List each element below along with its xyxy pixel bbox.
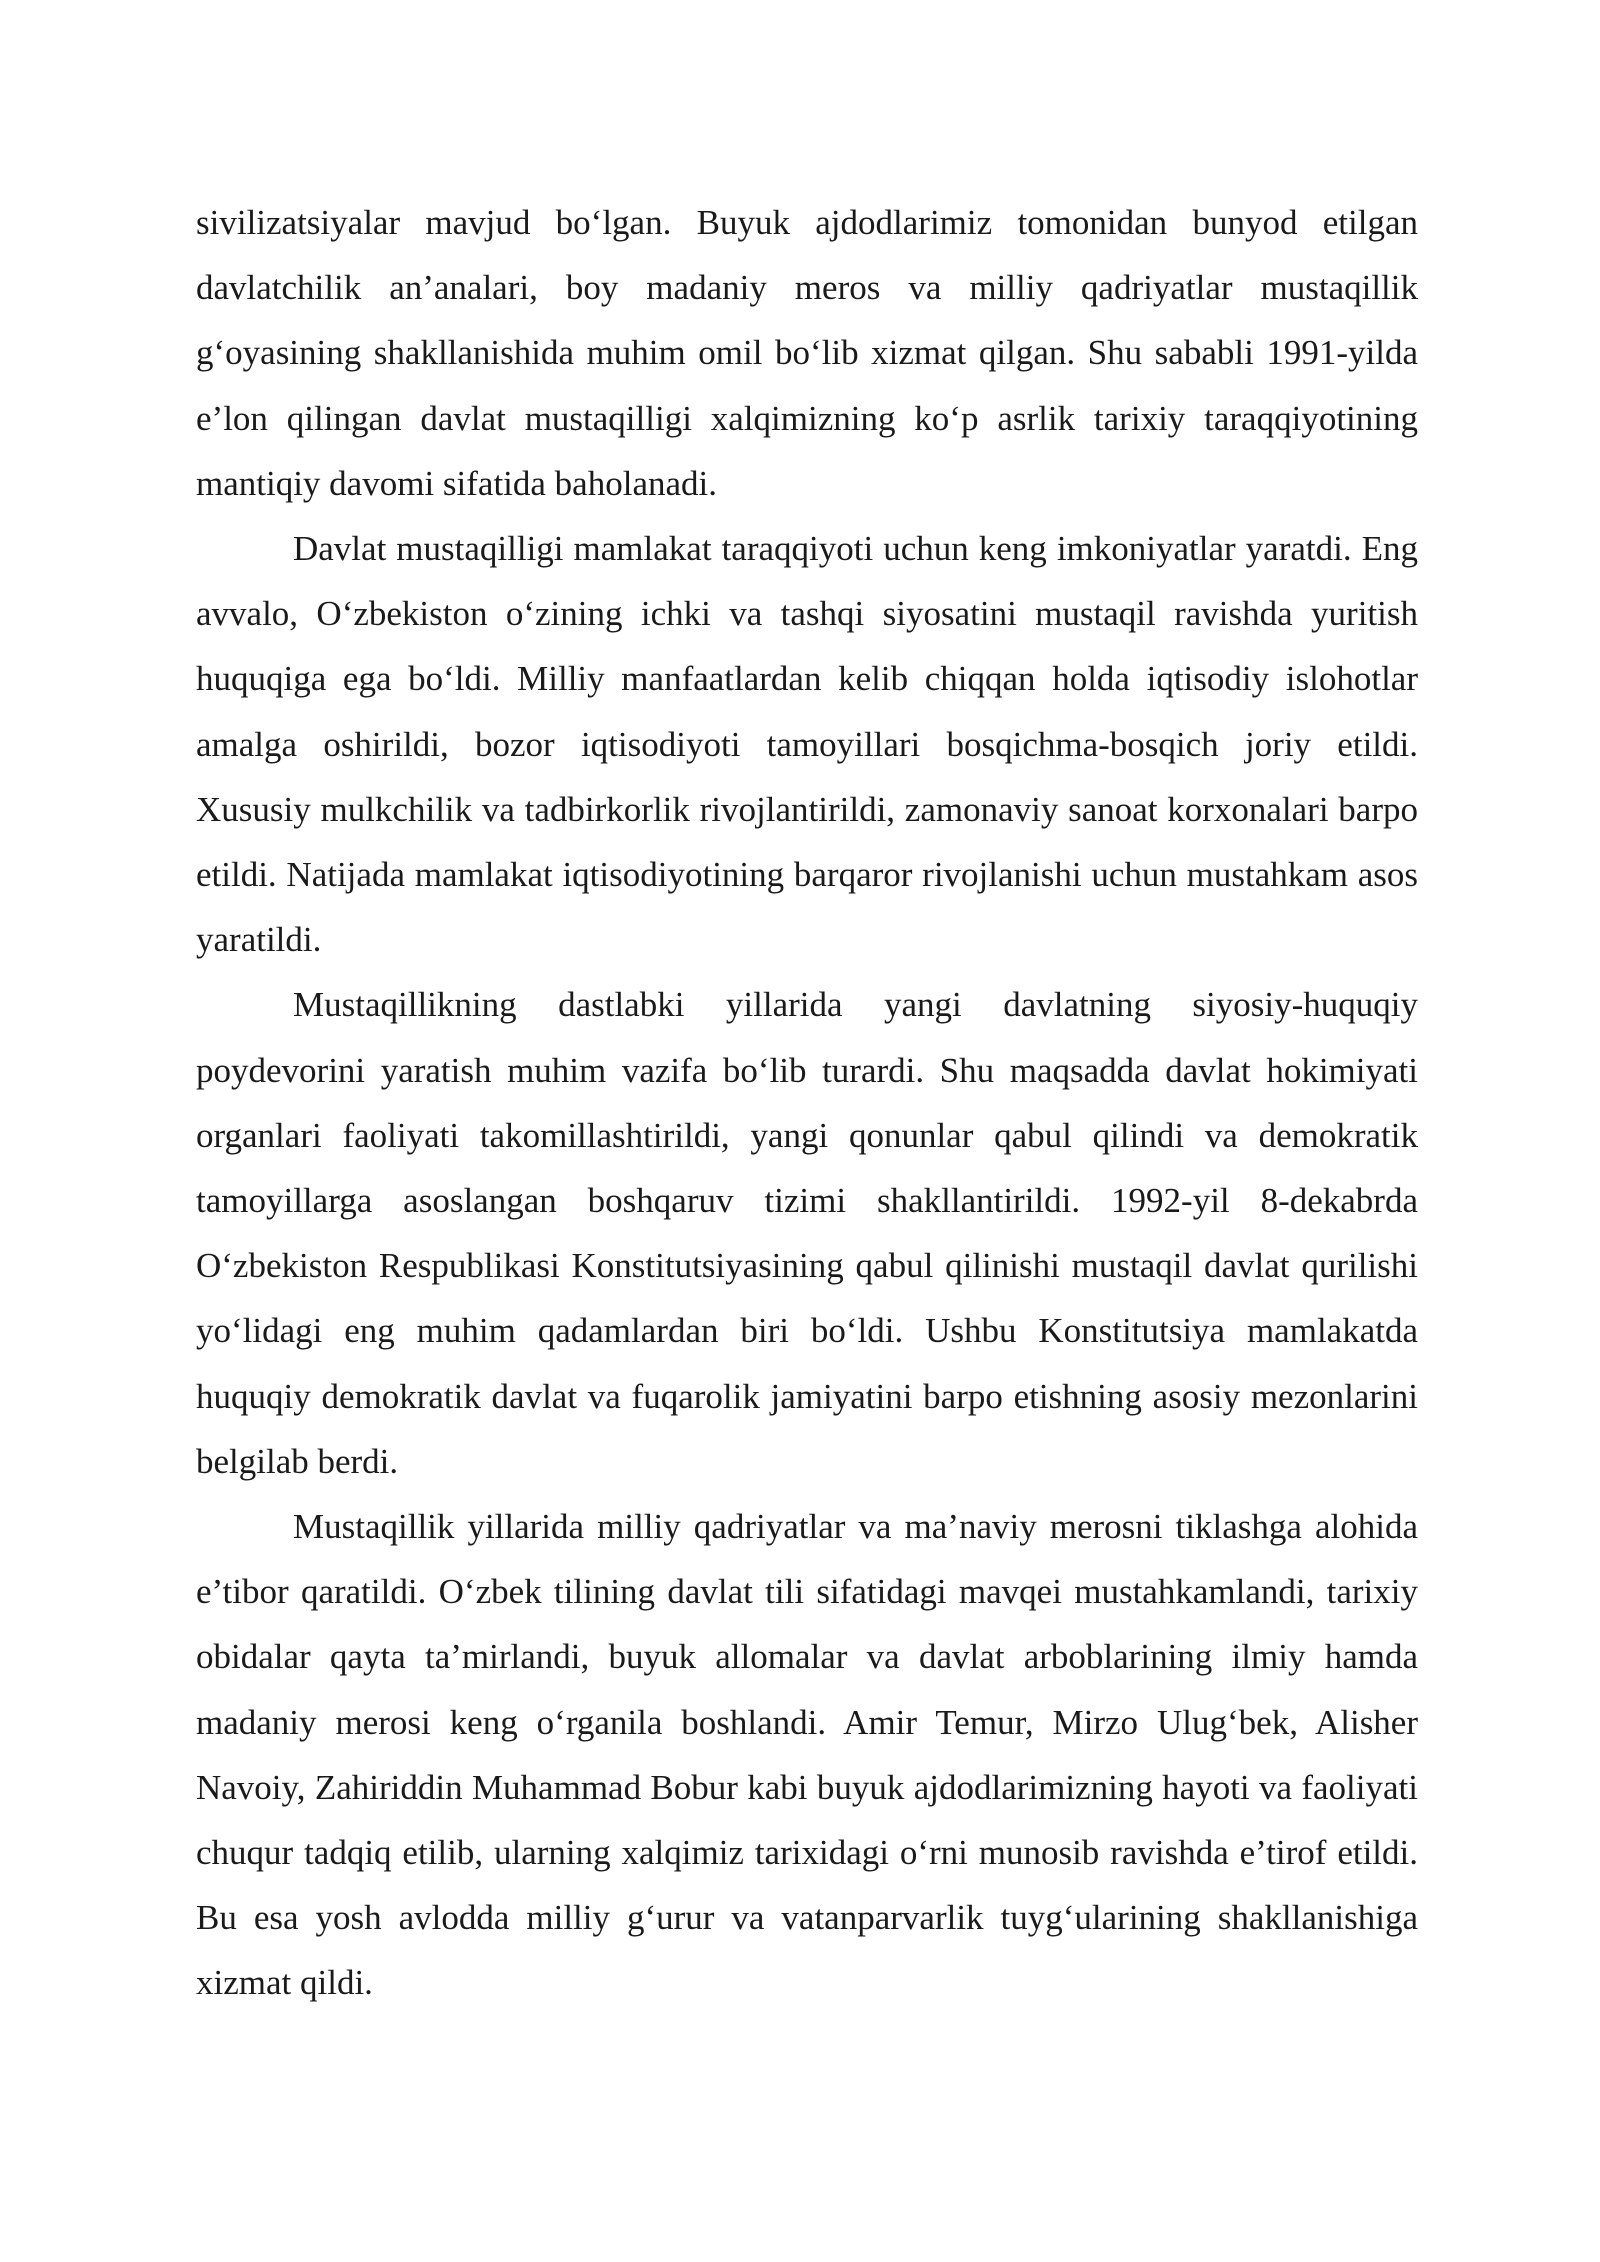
paragraph-2: Davlat mustaqilligi mamlakat taraqqiyoti uchun keng imkoniyatlar yaratdi. Eng avvalo, O‘zbekiston o‘zining ichki va tashqi siyosatini mustaqil ravishda yuritish huquqiga ega bo‘ldi. Milliy manfaatlardan kelib chiqqan holda iqtisodiy islohotlar amalga oshirildi, bozor iqtisodiyoti tamoyillari bosqichma-bosqich joriy etildi. Xususiy mulkchilik va tadbirkorlik rivojlantirildi, zamonaviy sanoat korxonalari barpo etildi. Natijada mamlakat iqtisodiyotining barqaror rivojlanishi uchun mustahkam asos yaratildi.	[196, 529, 1418, 960]
paragraph-4: Mustaqillik yillarida milliy qadriyatlar va ma’naviy merosni tiklashga alohida e’tibor qaratildi. O‘zbek tilining davlat tili sifatidagi mavqei mustahkamlandi, tarixiy obidalar qayta ta’mirlandi, buyuk allomalar va davlat arboblarining ilmiy hamda madaniy merosi keng o‘rganila boshlandi. Amir Temur, Mirzo Ulug‘bek, Alisher Navoiy, Zahiriddin Muhammad Bobur kabi buyuk ajdodlarimizning hayoti va faoliyati chuqur tadqiq etilib, ularning xalqimiz tarixidagi o‘rni munosib ravishda e’tirof etildi. Bu esa yosh avlodda milliy g‘urur va vatanparvarlik tuyg‘ularining shakllanishiga xizmat qildi.	[196, 1507, 1418, 2003]
body-text	[196, 190, 1418, 2016]
paragraph-1: sivilizatsiyalar mavjud bo‘lgan. Buyuk ajdodlarimiz tomonidan bunyod etilgan davlatchilik an’analari, boy madaniy meros va milliy qadriyatlar mustaqillik g‘oyasining shakllanishida muhim omil bo‘lib xizmat qilgan. Shu sababli 1991-yilda e’lon qilingan davlat mustaqilligi xalqimizning ko‘p asrlik tarixiy taraqqiyotining mantiqiy davomi sifatida baholanadi.	[196, 203, 1418, 503]
paragraph-3: Mustaqillikning dastlabki yillarida yangi davlatning siyosiy-huquqiy poydevorini yaratish muhim vazifa bo‘lib turardi. Shu maqsadda davlat hokimiyati organlari faoliyati takomillashtirildi, yangi qonunlar qabul qilindi va demokratik tamoyillarga asoslangan boshqaruv tizimi shakllantirildi. 1992-yil 8-dekabrda O‘zbekiston Respublikasi Konstitutsiyasining qabul qilinishi mustaqil davlat qurilishi yo‘lidagi eng muhim qadamlardan biri bo‘ldi. Ushbu Konstitutsiya mamlakatda huquqiy demokratik davlat va fuqarolik jamiyatini barpo etishning asosiy mezonlarini belgilab berdi.	[196, 985, 1418, 1481]
